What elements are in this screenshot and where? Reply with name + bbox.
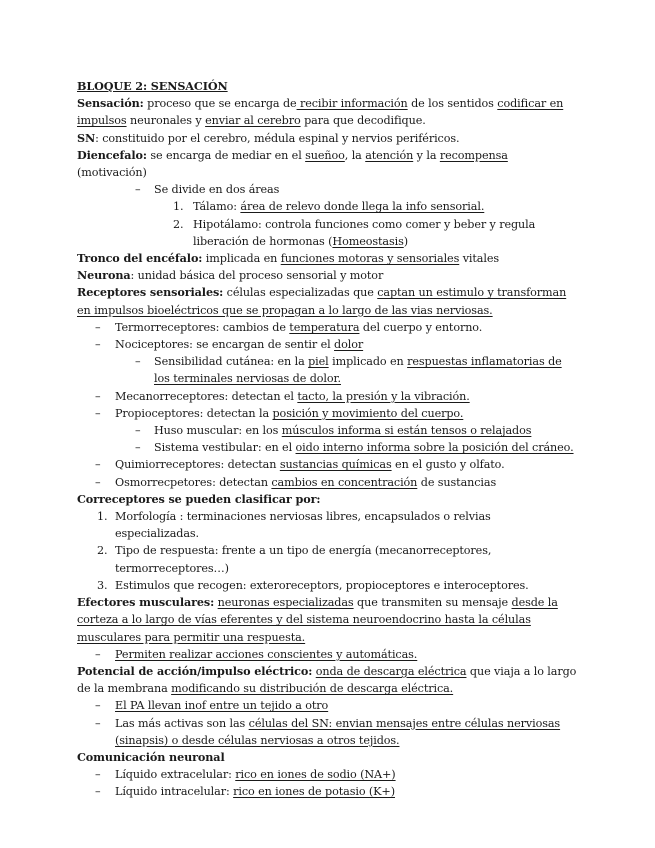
list-item: 1. Tálamo: área de relevo donde llega la info sensorial. (173, 200, 485, 214)
list-item: – Mecanorreceptores: detectan el tacto, la presión y la vibración. (95, 389, 470, 403)
list-item: – Propioceptores: detectan la posición y movimiento del cuerpo. (95, 406, 464, 420)
paragraph-efectores: Efectores musculares: neuronas especializadas que transmiten su mensaje desde la corteza a lo largo de vías eferentes y del sistema neuroendocrino hasta la células musculares para permitir una respuesta. (77, 595, 558, 644)
paragraph-comunicacion: Comunicación neuronal (77, 749, 225, 764)
list-item: 2. Hipotálamo: controla funciones como comer y beber y regula liberación de hormonas (Homeostasis) (173, 217, 536, 248)
list-item: – Las más activas son las células del SN: envian mensajes entre células nerviosas (sinapsis) o desde células nerviosas a otros tejidos. (95, 716, 561, 747)
list-item: 3. Estimulos que recogen: exteroreceptors, propioceptores e interoceptores. (97, 578, 529, 592)
list-item: – Nociceptores: se encargan de sentir el dolor (95, 338, 364, 352)
paragraph-potencial: Potencial de acción/impulso eléctrico: onda de descarga eléctrica que viaja a lo largo de la membrana modificando su distribución de descarga eléctrica. (77, 663, 577, 696)
paragraph-neurona: Neurona: unidad básica del proceso sensorial y motor (77, 268, 384, 283)
document-title: BLOQUE 2: SENSACIÓN (77, 79, 228, 93)
list-item: – Sistema vestibular: en el oido interno informa sobre la posición del cráneo. (135, 441, 574, 455)
paragraph-sn: SN: constituido por el cerebro, médula espinal y nervios periféricos. (77, 130, 460, 145)
list-item: – Líquido intracelular: rico en iones de potasio (K+) (95, 785, 395, 799)
document-page (77, 78, 577, 801)
list-item: – Sensibilidad cutánea: en la piel implicado en respuestas inflamatorias de los terminales nerviosas de dolor. (135, 355, 562, 386)
list-item: – Se divide en dos áreas (135, 183, 280, 197)
list-item: 2. Tipo de respuesta: frente a un tipo de energía (mecanorreceptores, termorreceptores…) (97, 544, 492, 575)
list-item: – Permiten realizar acciones conscientes y automáticas. (95, 647, 418, 661)
paragraph-tronco: Tronco del encéfalo: implicada en funciones motoras y sensoriales vitales (77, 251, 499, 266)
paragraph-diencefalo: Diencefalo: se encarga de mediar en el sueñoo, la atención y la recompensa (motivación) (77, 147, 508, 180)
list-item: – Quimiorreceptores: detectan sustancias químicas en el gusto y olfato. (95, 458, 505, 472)
list-item: – El PA llevan inof entre un tejido a otro (95, 699, 329, 713)
list-item: – Termorreceptores: cambios de temperatura del cuerpo y entorno. (95, 320, 483, 334)
list-item: – Líquido extracelular: rico en iones de sodio (NA+) (95, 768, 396, 782)
list-item: – Huso muscular: en los músculos informa si están tensos o relajados (135, 424, 532, 438)
paragraph-receptores: Receptores sensoriales: células especializadas que captan un estimulo y transforman en impulsos bioeléctricos que se propagan a lo largo de las vias nerviosas. (77, 285, 567, 317)
paragraph-sensacion: Sensación: proceso que se encarga de recibir información de los sentidos codificar en impulsos neuronales y enviar al cerebro para que decodifique. (77, 96, 564, 128)
list-item: 1. Morfología : terminaciones nerviosas libres, encapsulados o relvias especializadas. (97, 510, 491, 541)
paragraph-correceptores: Correceptores se pueden clasificar por: (77, 491, 321, 506)
list-item: – Osmorrecpetores: detectan cambios en concentración de sustancias (95, 475, 497, 489)
